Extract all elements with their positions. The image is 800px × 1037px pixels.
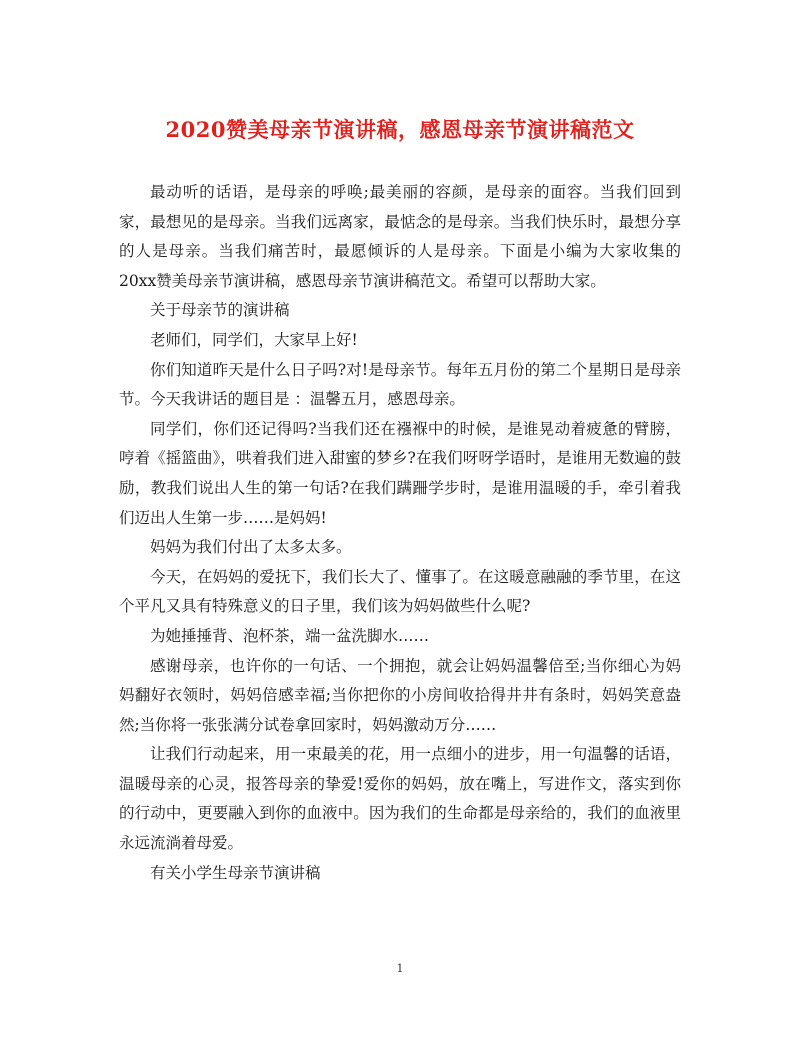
page-number: 1: [396, 962, 404, 975]
paragraph: 你们知道昨天是什么日子吗?对!是母亲节。每年五月份的第二个星期日是母亲节。今天我讲话的题目是 ：温馨五月，感恩母亲。: [119, 360, 681, 409]
paragraph: 同学们，你们还记得吗?当我们还在襁褓中的时候，是谁晃动着疲惫的臂膀，哼着《摇篮曲》，哄着我们进入甜蜜的梦乡?在我们呀呀学语时，是谁用无数遍的鼓励，教我们说出人生的第一句话?在我们蹒跚学步时，是谁用温暖的手，牵引着我们迈出人生第一步……是妈妈!: [119, 419, 681, 527]
paragraph: 感谢母亲，也许你的一句话、一个拥抱，就会让妈妈温馨倍至;当你细心为妈妈翻好衣领时，妈妈倍感幸福;当你把你的小房间收拾得井井有条时，妈妈笑意盎然;当你将一张张满分试卷拿回家时，妈妈激动万分……: [119, 656, 681, 734]
paragraph: 妈妈为我们付出了太多太多。: [150, 538, 352, 557]
paragraph: 关于母亲节的演讲稿: [150, 301, 290, 320]
paragraph: 让我们行动起来，用一束最美的花，用一点细小的进步，用一句温馨的话语，温暖母亲的心灵，报答母亲的挚爱!爱你的妈妈，放在嘴上，写进作文，落实到你的行动中，更要融入到你的血液中。因为我们的生命都是母亲给的，我们的血液里永远流淌着母爱。: [119, 745, 681, 853]
paragraph: 最动听的话语，是母亲的呼唤;最美丽的容颜，是母亲的面容。当我们回到家，最想见的是母亲。当我们远离家，最惦念的是母亲。当我们快乐时，最想分享的人是母亲。当我们痛苦时，最愿倾诉的人是母亲。下面是小编为大家收集的20xx赞美母亲节演讲稿，感恩母亲节演讲稿范文。希望可以帮助大家。: [119, 183, 681, 290]
document-body: [119, 178, 681, 888]
paragraph: 今天，在妈妈的爱抚下，我们长大了、懂事了。在这暖意融融的季节里，在这个平凡又具有特殊意义的日子里，我们该为妈妈做些什么呢?: [119, 567, 681, 616]
paragraph: 老师们，同学们，大家早上好!: [150, 330, 358, 349]
document-title: 2020赞美母亲节演讲稿，感恩母亲节演讲稿范文: [165, 117, 635, 142]
paragraph: 为她捶捶背、泡杯茶，端一盆洗脚水……: [150, 626, 430, 645]
paragraph: 有关小学生母亲节演讲稿: [150, 863, 321, 882]
